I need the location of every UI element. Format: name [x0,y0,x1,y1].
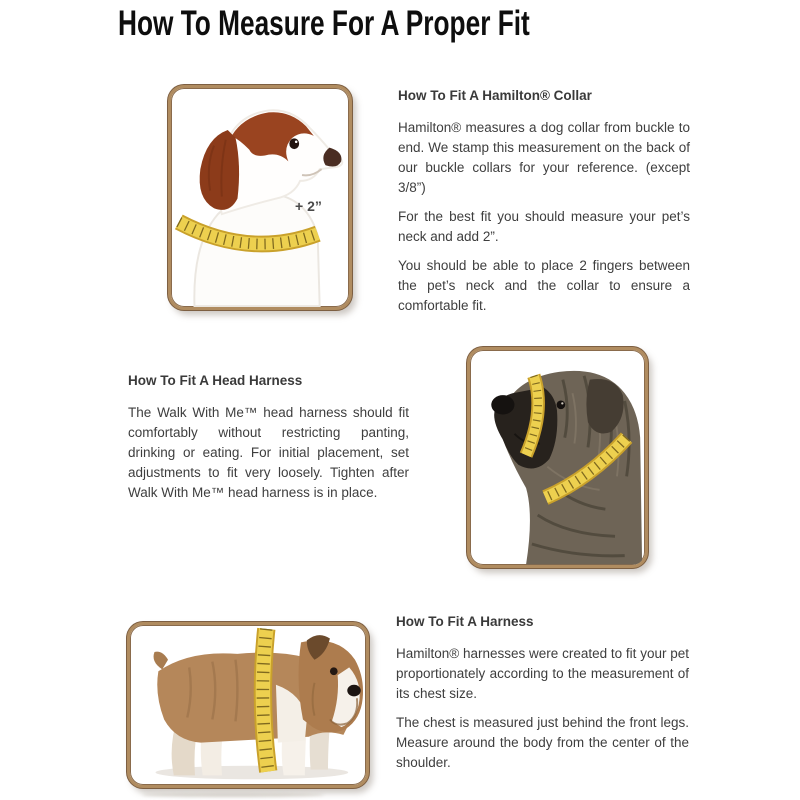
head-harness-paragraph: The Walk With Me™ head harness should fit comfortably without restricting panting, drinking or eating. For initial placement, set adjustments to fit very loosely. Tighten after Walk With Me™ head harness is in place. [128,405,409,500]
collar-paragraph: For the best fit you should measure your pet’s neck and add 2”. [398,209,690,244]
collar-heading: How To Fit A Hamilton® Collar [398,88,592,103]
chest-tape-graphic [263,629,268,772]
add-two-inches-label: + 2” [295,198,322,214]
harness-heading: How To Fit A Harness [396,614,534,629]
harness-fit-photo [127,622,369,788]
collar-section-text [398,86,690,325]
collar-paragraph: Hamilton® measures a dog collar from buckle to end. We stamp this measurement on the back of our buckle collars for your reference. (except 3/8”) [398,120,690,195]
collar-dog-illustration [171,88,349,307]
harness-paragraph: The chest is measured just behind the front legs. Measure around the body from the center of the shoulder. [396,715,689,770]
collar-paragraph: You should be able to place 2 fingers between the pet’s neck and the collar to ensure a comfortable fit. [398,258,690,313]
page-title: How To Measure For A Proper Fit [118,4,530,43]
collar-fit-photo [168,85,352,310]
harness-section-text [396,612,689,782]
head-harness-section-text [128,371,409,512]
harness-dog-illustration [130,625,366,785]
harness-paragraph: Hamilton® harnesses were created to fit your pet proportionately according to the measurement of its chest size. [396,646,689,701]
frame-shadow [142,792,324,797]
head-harness-fit-photo [467,347,648,568]
head-harness-dog-illustration [470,350,645,565]
head-harness-heading: How To Fit A Head Harness [128,373,303,388]
